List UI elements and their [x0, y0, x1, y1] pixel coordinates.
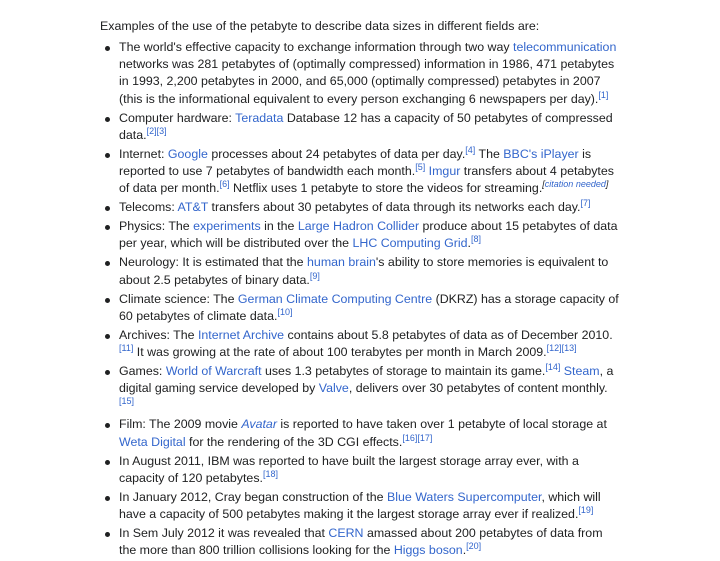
text-segment: transfers about 30 petabytes of data through its networks each day. — [208, 200, 581, 215]
text-segment: Games: — [119, 364, 166, 379]
list-item — [100, 489, 620, 523]
bullet-icon — [105, 532, 110, 537]
list-item — [100, 291, 620, 325]
text-segment: networks was 281 petabytes of (optimally compressed) information in 1986, 471 petabytes in 1993, 2,200 petabytes in 2000, and 65,000 (optimally compressed) petabytes in 2007 (this is the informational equivalent to every person exchanging 6 newspapers per day). — [119, 57, 615, 106]
reference-link[interactable]: [12] — [546, 342, 562, 353]
text-segment: , a digital gaming service developed by — [119, 364, 614, 396]
reference-superscript — [562, 343, 577, 353]
bullet-icon — [105, 117, 110, 122]
text-segment: Netflix uses 1 petabyte to store the videos for streaming. — [229, 181, 543, 196]
reference-superscript — [119, 343, 133, 353]
text-segment: Computer hardware: — [119, 110, 236, 125]
article-link[interactable]: Avatar — [241, 417, 277, 432]
intro-paragraph: Examples of the use of the petabyte to describe data sizes in different fields are: — [100, 19, 540, 33]
reference-link[interactable]: [20] — [466, 541, 482, 552]
article-link[interactable]: Imgur — [428, 164, 461, 179]
list-item — [100, 110, 620, 144]
text-segment: Database 12 has a capacity of 50 petabytes of compressed data. — [119, 110, 613, 142]
reference-link[interactable]: [3] — [156, 125, 167, 136]
bullet-icon — [105, 370, 110, 375]
reference-link[interactable]: [5] — [415, 161, 426, 172]
text-segment: processes about 24 petabytes of data per day. — [207, 146, 466, 161]
bullet-icon — [105, 225, 110, 230]
article-link[interactable]: LHC Computing Grid — [352, 236, 468, 251]
bullet-icon — [105, 496, 110, 501]
reference-link[interactable]: [19] — [578, 504, 594, 515]
reference-link[interactable]: [1] — [598, 89, 609, 100]
text-segment: Archives: The — [119, 327, 198, 342]
text-segment: The world's effective capacity to exchange information through two way — [119, 40, 514, 54]
list-item — [100, 416, 620, 450]
reference-link[interactable]: [2] — [146, 125, 157, 136]
list-item — [100, 39, 620, 108]
bullet-icon — [105, 334, 110, 339]
citation-needed: [citation needed] — [542, 179, 609, 190]
text-segment: amassed about 200 petabytes of data from the more than 800 trillion collisions looking for the — [119, 526, 603, 558]
list-item — [100, 327, 620, 361]
reference-link[interactable]: [9] — [309, 270, 320, 281]
bullet-icon — [105, 46, 110, 51]
reference-link[interactable]: [11] — [119, 342, 134, 353]
article-link[interactable]: human brain — [307, 255, 376, 270]
text-segment: . — [467, 236, 471, 251]
article-link[interactable]: experiments — [193, 219, 261, 234]
text-segment: contains about 5.8 petabytes of data as of December 2010. — [284, 327, 613, 342]
reference-link[interactable]: [17] — [417, 432, 433, 443]
text-segment: In January 2012, Cray began construction of the — [119, 489, 387, 504]
article-link[interactable]: Google — [167, 146, 208, 161]
article-link[interactable]: Higgs boson — [393, 543, 463, 558]
article-link[interactable]: Steam — [563, 364, 600, 379]
reference-superscript — [119, 396, 134, 406]
reference-superscript — [598, 89, 608, 99]
text-segment: uses 1.3 petabytes of storage to maintain its game. — [261, 364, 546, 379]
text-segment: Telecoms: — [119, 200, 178, 215]
reference-link[interactable]: [6] — [219, 179, 230, 190]
text-segment: In August 2011, IBM was reported to have built the largest storage array ever, with a capacity of 120 petabytes. — [119, 453, 579, 485]
text-segment: , which will have a capacity of 500 petabytes making it the largest storage array ever if realized. — [119, 489, 601, 522]
petabyte-examples-list — [100, 39, 620, 559]
reference-link[interactable]: [15] — [119, 396, 135, 407]
list-item — [100, 254, 620, 288]
reference-superscript — [417, 433, 432, 443]
reference-superscript — [263, 469, 278, 479]
article-link[interactable]: Blue Waters Supercomputer — [386, 489, 542, 504]
article-link[interactable]: BBC's iPlayer — [503, 146, 579, 161]
reference-superscript — [580, 198, 590, 208]
reference-superscript — [471, 234, 481, 244]
article-link[interactable]: German Climate Computing Centre — [237, 291, 433, 306]
reference-link[interactable]: [14] — [545, 361, 561, 372]
text-segment: for the rendering of the 3D CGI effects. — [185, 434, 403, 449]
text-segment: in the — [260, 219, 298, 234]
bullet-icon — [105, 206, 110, 211]
reference-superscript — [547, 343, 562, 353]
reference-link[interactable]: [8] — [470, 234, 481, 245]
list-item — [100, 363, 620, 415]
article-link[interactable]: Large Hadron Collider — [297, 219, 420, 234]
reference-superscript — [578, 505, 593, 515]
article-link[interactable]: Weta Digital — [119, 434, 186, 449]
reference-link[interactable]: [7] — [580, 198, 591, 209]
text-segment: is reported to use 7 petabytes of bandwidth each month. — [119, 146, 592, 179]
text-segment: transfers about 4 petabytes of data per month. — [119, 164, 614, 196]
text-segment: Climate science: The — [119, 291, 238, 306]
text-segment: The — [475, 146, 504, 161]
bullet-icon — [105, 423, 110, 428]
bullet-icon — [105, 261, 110, 266]
text-segment: is reported to have taken over 1 petabyte of local storage at — [276, 417, 607, 432]
bullet-icon — [105, 460, 110, 465]
citation-needed-link[interactable]: citation needed — [544, 179, 606, 190]
text-segment: , delivers over 30 petabytes of content monthly. — [348, 381, 608, 396]
text-segment: (DKRZ) has a storage capacity of 60 petabytes of climate data. — [119, 291, 619, 323]
reference-link[interactable]: [13] — [561, 342, 577, 353]
text-segment: produce about 15 petabytes of data per year, which will be distributed over the — [119, 219, 618, 251]
reference-link[interactable]: [16] — [402, 432, 418, 443]
text-segment: It was growing at the rate of about 100 terabytes per month in March 2009. — [133, 345, 547, 360]
article-link[interactable]: CERN — [328, 526, 364, 541]
article-link[interactable]: Valve — [318, 381, 349, 396]
reference-link[interactable]: [4] — [465, 144, 476, 155]
text-segment: Internet: — [119, 146, 168, 161]
article-link[interactable]: AT&T — [177, 200, 209, 215]
article-link[interactable]: World of Warcraft — [165, 364, 262, 379]
reference-link[interactable]: [10] — [277, 306, 293, 317]
list-item — [100, 453, 620, 487]
reference-superscript — [277, 307, 292, 317]
article-link[interactable]: Teradata — [235, 110, 284, 125]
article-link[interactable]: Internet Archive — [197, 327, 285, 342]
text-segment: Film: The 2009 movie — [119, 417, 242, 432]
list-item — [100, 199, 620, 216]
bullet-icon — [105, 298, 110, 303]
reference-superscript — [402, 433, 417, 443]
list-item — [100, 218, 620, 252]
reference-superscript — [545, 362, 560, 372]
list-item — [100, 146, 620, 198]
reference-superscript — [157, 126, 167, 136]
reference-superscript — [220, 179, 230, 189]
reference-superscript — [415, 162, 425, 172]
text-segment: In Sem July 2012 it was revealed that — [119, 526, 329, 541]
reference-link[interactable]: [18] — [262, 468, 278, 479]
text-segment: . — [462, 543, 467, 558]
reference-superscript — [147, 126, 157, 136]
bullet-icon — [105, 153, 110, 158]
reference-superscript — [310, 271, 320, 281]
text-segment: Physics: The — [119, 219, 194, 234]
list-item — [100, 525, 620, 559]
article-body — [100, 17, 620, 561]
reference-superscript — [466, 541, 481, 551]
text-segment: Neurology: It is estimated that the — [119, 255, 308, 270]
article-link[interactable]: telecommunication — [513, 40, 617, 54]
text-segment: 's ability to store memories is equivalent to about 2.5 petabytes of binary data. — [119, 255, 609, 287]
reference-superscript — [465, 145, 475, 155]
